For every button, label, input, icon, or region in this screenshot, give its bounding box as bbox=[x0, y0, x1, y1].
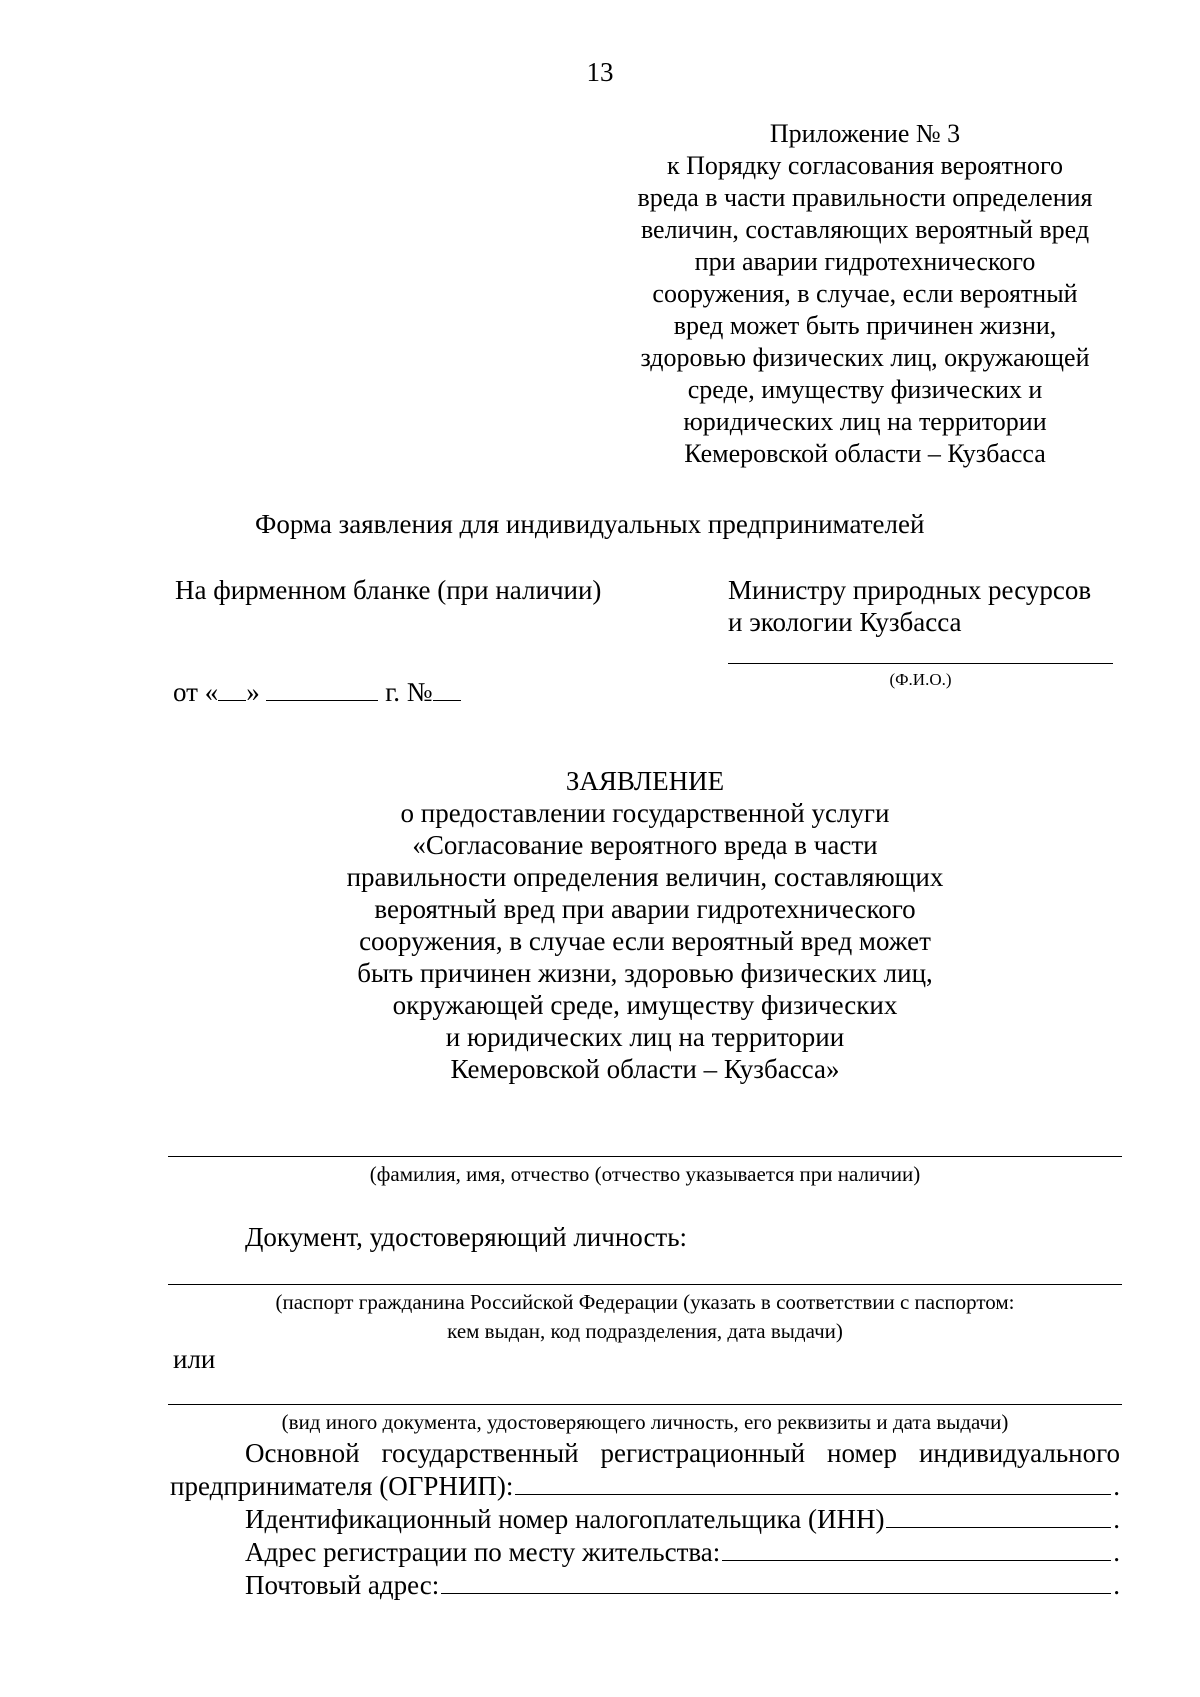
appendix-line: при аварии гидротехнического bbox=[694, 247, 1036, 276]
addressee-block bbox=[728, 574, 1148, 638]
year-number-label: г. № bbox=[385, 677, 433, 707]
document-number-field[interactable] bbox=[433, 674, 461, 701]
statement-block bbox=[300, 765, 990, 1085]
statement-line: правильности определения величин, составляющих bbox=[346, 862, 944, 892]
ogrnip-field[interactable] bbox=[515, 1470, 1111, 1495]
ogrnip-row bbox=[170, 1470, 1120, 1502]
appendix-line: юридических лиц на территории bbox=[683, 407, 1047, 436]
applicant-fio-caption: (фамилия, имя, отчество (отчество указывается при наличии) bbox=[369, 1162, 921, 1186]
appendix-line: Приложение № 3 bbox=[769, 119, 961, 148]
form-title: Форма заявления для индивидуальных предпринимателей bbox=[255, 509, 925, 539]
addressee-fio-line[interactable] bbox=[728, 663, 1113, 664]
statement-title: ЗАЯВЛЕНИЕ bbox=[565, 766, 725, 796]
appendix-line: вред может быть причинен жизни, bbox=[673, 311, 1057, 340]
postal-address-end-dot: . bbox=[1113, 1570, 1120, 1600]
other-doc-caption: (вид иного документа, удостоверяющего личность, его реквизиты и дата выдачи) bbox=[281, 1410, 1009, 1434]
inn-end-dot: . bbox=[1113, 1504, 1120, 1534]
statement-line: сооружения, в случае если вероятный вред может bbox=[359, 926, 931, 956]
applicant-fio-line[interactable] bbox=[168, 1156, 1122, 1157]
registration-address-row bbox=[170, 1536, 1120, 1568]
day-field[interactable] bbox=[218, 674, 246, 701]
date-number-line bbox=[173, 674, 461, 708]
fio-caption-small: (Ф.И.О.) bbox=[889, 670, 952, 689]
postal-address-label: Почтовый адрес: bbox=[245, 1570, 440, 1600]
appendix-line: к Порядку согласования вероятного bbox=[667, 151, 1063, 180]
statement-line: быть причинен жизни, здоровью физических лиц, bbox=[357, 958, 933, 988]
month-field[interactable] bbox=[266, 674, 378, 701]
addressee-line: и экологии Кузбасса bbox=[728, 607, 962, 637]
statement-line: «Согласование вероятного вреда в части bbox=[412, 830, 878, 860]
inn-field[interactable] bbox=[886, 1503, 1111, 1528]
postal-address-field[interactable] bbox=[441, 1569, 1111, 1594]
postal-address-row bbox=[170, 1569, 1120, 1601]
inn-label: Идентификационный номер налогоплательщика (ИНН) bbox=[245, 1504, 885, 1534]
appendix-line: вреда в части правильности определения bbox=[637, 183, 1093, 212]
ogrnip-label-line2: предпринимателя (ОГРНИП): bbox=[170, 1471, 514, 1501]
ogrnip-end-dot: . bbox=[1113, 1471, 1120, 1501]
statement-line: о предоставлении государственной услуги bbox=[400, 798, 890, 828]
statement-line: вероятный вред при аварии гидротехнического bbox=[374, 894, 916, 924]
addressee-line: Министру природных ресурсов bbox=[728, 575, 1092, 605]
inn-row bbox=[170, 1503, 1120, 1535]
ogrnip-label-line1: Основной государственный регистрационный номер индивидуального bbox=[245, 1438, 1120, 1468]
page-number: 13 bbox=[586, 57, 614, 87]
or-label: или bbox=[173, 1344, 216, 1374]
identity-doc-label: Документ, удостоверяющий личность: bbox=[245, 1222, 688, 1252]
statement-line: и юридических лиц на территории bbox=[445, 1022, 845, 1052]
appendix-block bbox=[595, 118, 1135, 470]
other-doc-line[interactable] bbox=[168, 1404, 1122, 1405]
date-close-quote: » bbox=[246, 677, 260, 707]
letterhead-note: На фирменном бланке (при наличии) bbox=[175, 575, 602, 605]
appendix-line: величин, составляющих вероятный вред bbox=[640, 215, 1090, 244]
passport-caption-line: кем выдан, код подразделения, дата выдачи) bbox=[447, 1319, 843, 1343]
appendix-line: здоровью физических лиц, окружающей bbox=[640, 343, 1090, 372]
statement-line: окружающей среде, имуществу физических bbox=[392, 990, 898, 1020]
registration-address-field[interactable] bbox=[722, 1536, 1111, 1561]
date-from-label: от « bbox=[173, 677, 219, 707]
passport-caption-line: (паспорт гражданина Российской Федерации (указать в соответствии с паспортом: bbox=[275, 1290, 1015, 1314]
appendix-line: среде, имуществу физических и bbox=[687, 375, 1043, 404]
statement-line: Кемеровской области – Кузбасса» bbox=[450, 1054, 840, 1084]
registration-address-label: Адрес регистрации по месту жительства: bbox=[245, 1537, 721, 1567]
passport-line[interactable] bbox=[168, 1284, 1122, 1285]
appendix-line: сооружения, в случае, если вероятный bbox=[652, 279, 1078, 308]
registration-address-end-dot: . bbox=[1113, 1537, 1120, 1567]
passport-caption bbox=[168, 1288, 1122, 1346]
appendix-line: Кемеровской области – Кузбасса bbox=[684, 439, 1046, 468]
